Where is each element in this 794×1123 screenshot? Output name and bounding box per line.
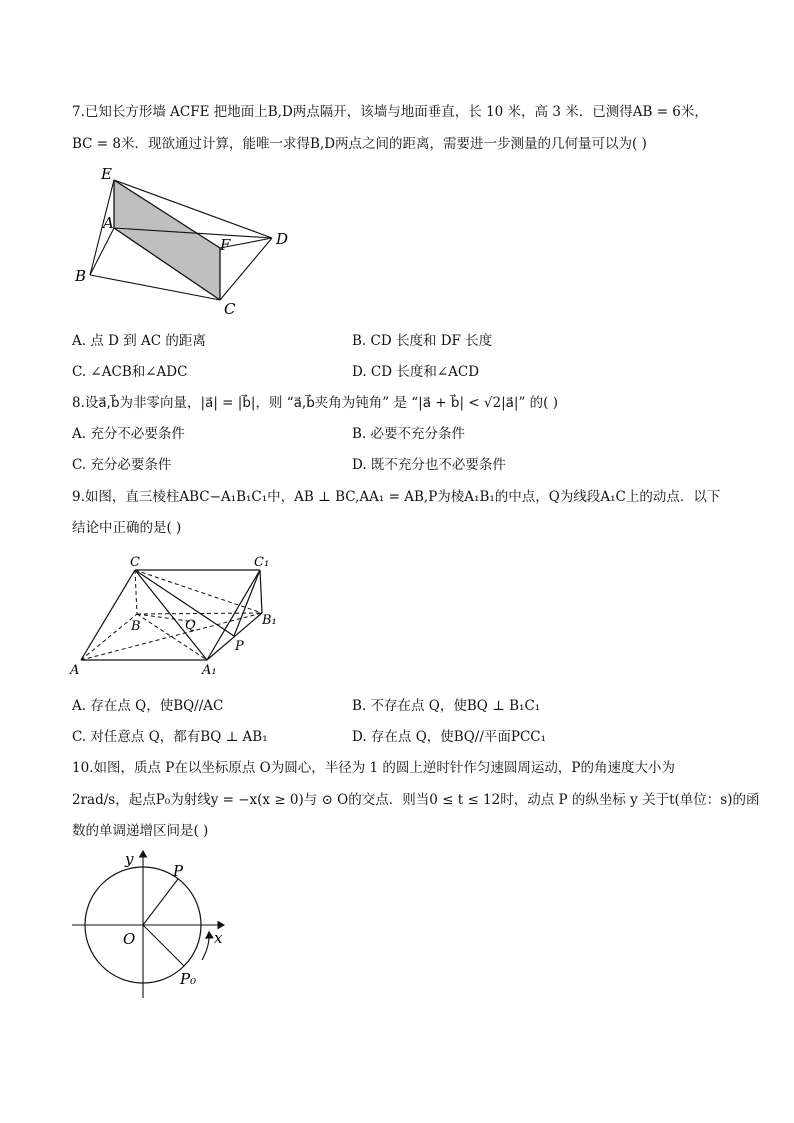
- q9-option-d: D. 存在点 Q，使BQ//平面PCC₁: [352, 729, 547, 745]
- q10-label-P: P: [173, 862, 184, 880]
- q7-label-F: F: [220, 236, 231, 254]
- q10-label-O: O: [123, 930, 136, 948]
- q9-option-b: B. 不存在点 Q，使BQ ⊥ B₁C₁: [352, 698, 541, 714]
- q8-stem-line1: 8.设a⃗,b⃗为非零向量，|a⃗| = |b⃗|，则 “a⃗,b⃗夹角为钝角” 是 “|a⃗ + b⃗| < √2|a⃗|” 的( ): [72, 395, 558, 411]
- q8-option-c: C. 充分必要条件: [72, 457, 172, 473]
- q9-prism-figure: [68, 550, 288, 680]
- q7-option-c: C. ∠ACB和∠ADC: [72, 364, 188, 380]
- q10-circle-figure: [66, 846, 246, 1006]
- q7-stem-line2: BC = 8米．现欲通过计算，能唯一求得B,D两点之间的距离，需要进一步测量的几何量可以为( ): [72, 136, 647, 152]
- q9-label-C: C: [130, 555, 140, 570]
- q7-option-b: B. CD 长度和 DF 长度: [352, 333, 493, 349]
- q9-label-B1: B₁: [262, 613, 277, 628]
- q10-stem-line1: 10.如图，质点 P在以坐标原点 O为圆心，半径为 1 的圆上逆时针作匀速圆周运动，P的角速度大小为: [72, 760, 675, 776]
- q7-label-D: D: [276, 230, 289, 248]
- q7-label-E: E: [101, 165, 112, 183]
- q7-label-C: C: [224, 300, 236, 318]
- q7-label-B: B: [75, 267, 87, 285]
- q8-option-a: A. 充分不必要条件: [72, 426, 185, 442]
- q7-option-d: D. CD 长度和∠ACD: [352, 364, 480, 380]
- q9-label-C1: C₁: [254, 555, 270, 570]
- q9-label-A: A: [70, 663, 80, 678]
- q10-stem-line3: 数的单调递增区间是( ): [72, 823, 209, 839]
- q10-stem-line2: 2rad/s，起点P₀为射线y = −x(x ≥ 0)与 ⊙ O的交点．则当0 ≤ t ≤ 12时，动点 P 的纵坐标 y 关于t(单位：s)的函: [72, 792, 760, 808]
- q10-label-y: y: [125, 850, 134, 868]
- q10-label-x: x: [214, 929, 223, 947]
- q7-wall-figure: [70, 160, 310, 320]
- q9-option-c: C. 对任意点 Q，都有BQ ⊥ AB₁: [72, 729, 268, 745]
- q8-option-b: B. 必要不充分条件: [352, 426, 466, 442]
- q9-label-Q: Q: [185, 618, 196, 633]
- q9-stem-line2: 结论中正确的是( ): [72, 520, 182, 536]
- q10-label-P0: P₀: [180, 970, 197, 988]
- q9-stem-line1: 9.如图，直三棱柱ABC−A₁B₁C₁中，AB ⊥ BC,AA₁ = AB,P为棱A₁B₁的中点，Q为线段A₁C上的动点．以下: [72, 489, 721, 505]
- q7-stem-line1: 7.已知长方形墙 ACFE 把地面上B,D两点隔开，该墙与地面垂直，长 10 米，高 3 米．已测得AB = 6米，: [72, 104, 708, 120]
- q9-label-P: P: [235, 639, 244, 654]
- q8-option-d: D. 既不充分也不必要条件: [352, 457, 506, 473]
- q7-label-A: A: [103, 214, 114, 232]
- q9-option-a: A. 存在点 Q，使BQ//AC: [72, 698, 224, 714]
- q9-label-B: B: [131, 619, 141, 634]
- q7-option-a: A. 点 D 到 AC 的距离: [72, 333, 206, 349]
- q9-label-A1: A₁: [202, 663, 217, 678]
